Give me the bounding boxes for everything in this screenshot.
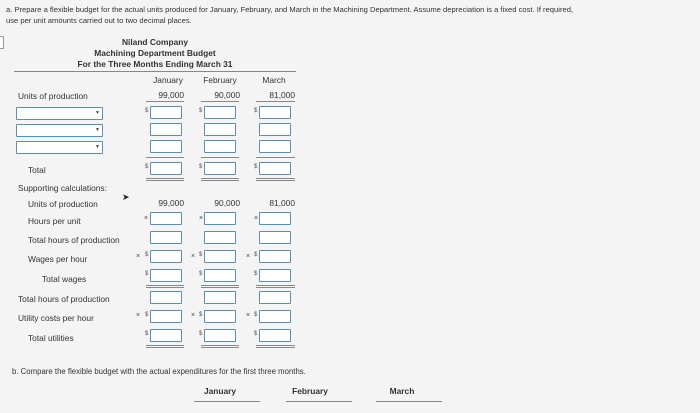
supporting-calculations-heading: Supporting calculations: (18, 183, 107, 193)
units-february: 90,000 (214, 90, 240, 100)
part-b-instructions: b. Compare the flexible budget with the actual expenditures for the first three months. (12, 367, 306, 376)
wages-per-hour-february-input[interactable] (204, 250, 236, 263)
multiply-sign: × (246, 312, 251, 319)
total-hours-january-input[interactable] (150, 231, 182, 244)
total-hours-march-input[interactable] (259, 231, 291, 244)
multiply-sign: × (246, 253, 251, 260)
total-label: Total (28, 165, 46, 175)
multiply-sign: × (144, 215, 149, 222)
hours-per-unit-march-input[interactable] (259, 212, 291, 225)
part-b-rule-march (376, 401, 442, 402)
total-utilities-january-input[interactable] (150, 329, 182, 342)
total-hours-label-2: Total hours of production (18, 294, 110, 304)
units-march: 81,000 (269, 90, 295, 100)
total-hours-2-february-input[interactable] (204, 291, 236, 304)
rule-before-total-mar (256, 157, 295, 158)
cost-1-march-input[interactable] (259, 106, 291, 119)
cost-item-select-3[interactable] (16, 141, 103, 154)
total-hours-label: Total hours of production (28, 235, 120, 245)
chevron-down-icon: ▼ (95, 110, 100, 116)
units-of-production-label: Units of production (18, 91, 88, 101)
part-b-rule-february (286, 401, 352, 402)
budget-title: Machining Department Budget (94, 48, 216, 58)
column-header-march: March (262, 75, 286, 85)
double-rule-total-jan (146, 178, 184, 181)
total-february-input[interactable] (204, 162, 236, 175)
chevron-down-icon: ▼ (95, 144, 100, 150)
total-march-input[interactable] (259, 162, 291, 175)
total-wages-label: Total wages (42, 274, 87, 284)
part-b-column-march: March (389, 386, 415, 396)
cost-3-february-input[interactable] (204, 140, 236, 153)
total-hours-2-january-input[interactable] (150, 291, 182, 304)
multiply-sign: × (191, 312, 196, 319)
company-name: Niland Company (121, 37, 189, 47)
double-rule-wages-mar (256, 285, 295, 288)
hours-per-unit-january-input[interactable] (150, 212, 182, 225)
part-b-column-february: February (292, 386, 328, 396)
multiply-sign: × (254, 215, 259, 222)
total-utilities-march-input[interactable] (259, 329, 291, 342)
part-b-rule-january (194, 401, 260, 402)
utility-cost-per-hour-label: Utility costs per hour (18, 313, 94, 323)
wages-per-hour-label: Wages per hour (28, 254, 88, 264)
cost-3-january-input[interactable] (150, 140, 182, 153)
total-wages-february-input[interactable] (204, 269, 236, 282)
total-hours-2-march-input[interactable] (259, 291, 291, 304)
utility-cost-january-input[interactable] (150, 310, 182, 323)
units-january: 99,000 (158, 90, 184, 100)
double-rule-utilities-mar (256, 345, 295, 348)
double-rule-utilities-feb (201, 345, 239, 348)
multiply-sign: × (136, 253, 141, 260)
part-a-instructions-line2: use per unit amounts carried out to two decimal places. (6, 16, 192, 25)
wages-per-hour-january-input[interactable] (150, 250, 182, 263)
supporting-units-march: 81,000 (269, 198, 295, 208)
double-rule-total-mar (256, 178, 295, 181)
double-rule-total-feb (201, 178, 239, 181)
multiply-sign: × (199, 215, 204, 222)
part-b-column-january: January (203, 386, 237, 396)
budget-period: For the Three Months Ending March 31 (77, 59, 233, 69)
cost-3-march-input[interactable] (259, 140, 291, 153)
total-wages-january-input[interactable] (150, 269, 182, 282)
hours-per-unit-february-input[interactable] (204, 212, 236, 225)
rule-units-mar (256, 101, 295, 102)
utility-cost-march-input[interactable] (259, 310, 291, 323)
header-rule (14, 71, 296, 72)
cost-item-select-1[interactable] (16, 107, 103, 120)
rule-before-total-feb (201, 157, 239, 158)
rule-before-total-jan (146, 157, 184, 158)
multiply-sign: × (191, 253, 196, 260)
cost-1-january-input[interactable] (150, 106, 182, 119)
cost-item-select-2[interactable] (16, 124, 103, 137)
cost-1-february-input[interactable] (204, 106, 236, 119)
cost-2-february-input[interactable] (204, 123, 236, 136)
double-rule-utilities-jan (146, 345, 184, 348)
supporting-units-january: 99,000 (158, 198, 184, 208)
side-tab-handle[interactable] (0, 36, 4, 49)
part-a-instructions-line1: a. Prepare a flexible budget for the actual units produced for January, February, and March in the Machining Department. Assume depreciation is a fixed cost. If required, (6, 5, 574, 14)
double-rule-wages-jan (146, 285, 184, 288)
supporting-units-february: 90,000 (214, 198, 240, 208)
cost-2-january-input[interactable] (150, 123, 182, 136)
utility-cost-february-input[interactable] (204, 310, 236, 323)
double-rule-wages-feb (201, 285, 239, 288)
wages-per-hour-march-input[interactable] (259, 250, 291, 263)
rule-units-feb (201, 101, 239, 102)
total-hours-february-input[interactable] (204, 231, 236, 244)
cost-2-march-input[interactable] (259, 123, 291, 136)
multiply-sign: × (136, 312, 141, 319)
chevron-down-icon: ▼ (95, 127, 100, 133)
column-header-january: January (153, 75, 183, 85)
mouse-cursor-icon: ➤ (122, 192, 130, 202)
column-header-february: February (203, 75, 237, 85)
hours-per-unit-label: Hours per unit (28, 216, 81, 226)
rule-units-jan (146, 101, 184, 102)
total-january-input[interactable] (150, 162, 182, 175)
total-utilities-label: Total utilities (28, 333, 74, 343)
total-wages-march-input[interactable] (259, 269, 291, 282)
total-utilities-february-input[interactable] (204, 329, 236, 342)
supporting-units-label: Units of production (28, 199, 98, 209)
